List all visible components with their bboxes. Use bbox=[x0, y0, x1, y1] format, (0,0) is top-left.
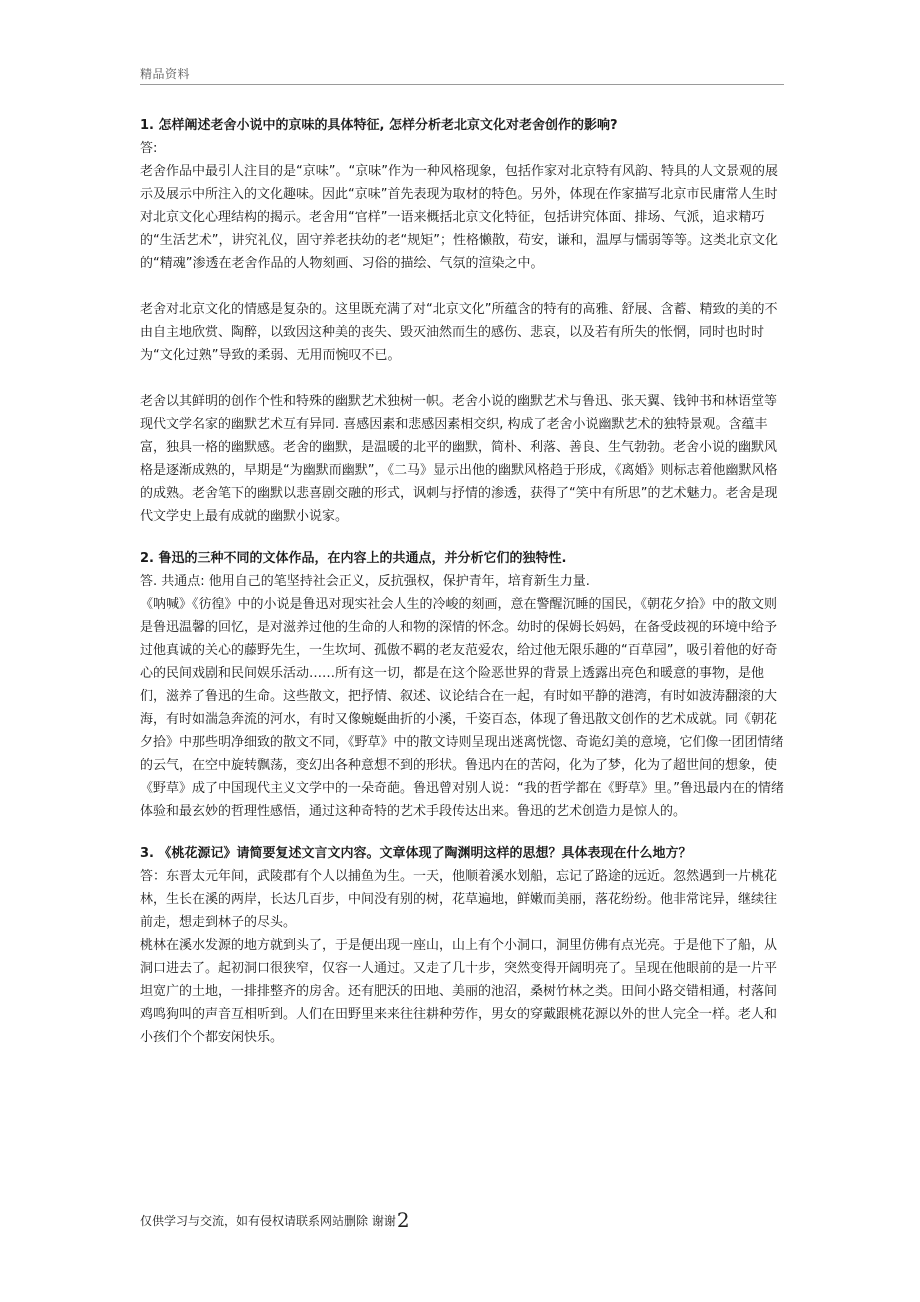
header-label: 精品资料 bbox=[140, 67, 191, 81]
answer-2-common-point: 答. 共通点: 他用自己的笔坚持社会正义，反抗强权，保护青年，培育新生力量. bbox=[140, 574, 590, 589]
answer-2-paragraph-1: 《呐喊》《彷徨》中的小说是鲁迅对现实社会人生的冷峻的刻画，意在警醒沉睡的国民，《朝花夕拾》中的散文则是鲁迅温馨的回忆，是对滋养过他的生命的人和物的深情的怀念。幼时的保姆长妈妈，在备受歧视的环境中给予过他真诚的关心的藤野先生，一生坎坷、孤傲不羁的老友范爱农，给过他无限乐趣的“百草园”，吸引着他的好奇心的民间戏剧和民间娱乐活动……所有这一切，都是在这个险恶世界的背景上透露出亮色和暖意的事物，是他们，滋养了鲁迅的生命。这些散文，把抒情、叙述、议论结合在一起，有时如平静的港湾，有时如波涛翻滚的大海，有时如湍急奔流的河水，有时又像蜿蜒曲折的小溪，千姿百态，体现了鲁迅散文创作的艺术成就。同《朝花夕拾》中那些明净细致的散文不同，《野草》中的散文诗则呈现出迷离恍惚、奇诡幻美的意境，它们像一团团情绪的云气，在空中旋转飘荡，变幻出各种意想不到的形状。鲁迅内在的苦闷，化为了梦，化为了超世间的想象，使《野草》成了中国现代主义文学中的一朵奇葩。鲁迅曾对别人说：“我的哲学都在《野草》里。”鲁迅最内在的情绪体验和最玄妙的哲理性感悟，通过这种奇特的艺术手段传达出来。鲁迅的艺术创造力是惊人的。 bbox=[140, 597, 784, 819]
paragraph-spacer bbox=[140, 367, 784, 390]
page-number: 2 bbox=[396, 1208, 410, 1232]
paragraph-spacer bbox=[140, 275, 784, 298]
answer-1-paragraph-2: 老舍对北京文化的情感是复杂的。这里既充满了对“北京文化”所蕴含的特有的高雅、舒展、含蓄、精致的美的不由自主地欣赏、陶醉，以致因这种美的丧失、毁灭油然而生的感伤、悲哀，以及若有所失的怅惘，同时也时时为“文化过熟”导致的柔弱、无用而惋叹不已。 bbox=[140, 302, 778, 363]
answer-3-paragraph-2: 桃林在溪水发源的地方就到头了，于是便出现一座山，山上有个小洞口，洞里仿佛有点光亮。于是他下了船，从洞口进去了。起初洞口很狭窄，仅容一人通过。又走了几十步，突然变得开阔明亮了。呈现在他眼前的是一片平坦宽广的土地，一排排整齐的房舍。还有肥沃的田地、美丽的池沼，桑树竹林之类。田间小路交错相通，村落间鸡鸣狗叫的声音互相听到。人们在田野里来来往往耕种劳作，男女的穿戴跟桃花源以外的世人完全一样。老人和小孩们个个都安闲快乐。 bbox=[140, 938, 778, 1045]
page-footer bbox=[140, 1208, 410, 1232]
question-2: 2. 鲁迅的三种不同的文体作品，在内容上的共通点，并分析它们的独特性. bbox=[140, 551, 567, 566]
answer-1-label: 答: bbox=[140, 141, 158, 156]
answer-3-paragraph-1: 答：东晋太元年间，武陵郡有个人以捕鱼为生。一天，他顺着溪水划船，忘记了路途的远近。忽然遇到一片桃花林，生长在溪的两岸，长达几百步，中间没有别的树，花草遍地，鲜嫩而美丽，落花纷纷。他非常诧异，继续往前走，想走到林子的尽头。 bbox=[140, 869, 778, 930]
page-header bbox=[140, 64, 784, 85]
section-spacer bbox=[140, 528, 784, 547]
question-3: 3. 《桃花源记》请简要复述文言文内容。文章体现了陶渊明这样的思想？具体表现在什么地方？ bbox=[140, 846, 692, 861]
answer-1-paragraph-1: 老舍作品中最引人注目的是“京味”。“京味”作为一种风格现象，包括作家对北京特有风韵、特具的人文景观的展示及展示中所注入的文化趣味。因此“京味”首先表现为取材的特色。另外，体现在作家描写北京市民庸常人生时对北京文化心理结构的揭示。老舍用“官样”一语来概括北京文化特征，包括讲究体面、排场、气派，追求精巧的“生活艺术”，讲究礼仪，固守养老扶幼的老“规矩”；性格懒散，苟安，谦和，温厚与懦弱等等。这类北京文化的“精魂”渗透在老舍作品的人物刻画、习俗的描绘、气氛的渲染之中。 bbox=[140, 164, 778, 271]
document-body bbox=[140, 114, 784, 1049]
section-spacer bbox=[140, 823, 784, 842]
footer-notice: 仅供学习与交流，如有侵权请联系网站删除 谢谢 bbox=[140, 1214, 396, 1228]
answer-1-paragraph-3: 老舍以其鲜明的创作个性和特殊的幽默艺术独树一帜。老舍小说的幽默艺术与鲁迅、张天翼、钱钟书和林语堂等现代文学名家的幽默艺术互有异同. 喜感因素和悲感因素相交织, 构成了老舍小说幽默艺术的独特景观。含蕴丰富，独具一格的幽默感。老舍的幽默，是温暖的北平的幽默，简朴、利落、善良、生气勃勃。老舍小说的幽默风格是逐渐成熟的，早期是“为幽默而幽默”，《二马》显示出他的幽默风格趋于形成，《离婚》则标志着他幽默风格的成熟。老舍笔下的幽默以悲喜剧交融的形式，讽刺与抒情的渗透，获得了“笑中有所思”的艺术魅力。老舍是现代文学史上最有成就的幽默小说家。 bbox=[140, 394, 778, 524]
question-1: 1. 怎样阐述老舍小说中的京味的具体特征, 怎样分析老北京文化对老舍创作的影响? bbox=[140, 118, 618, 133]
